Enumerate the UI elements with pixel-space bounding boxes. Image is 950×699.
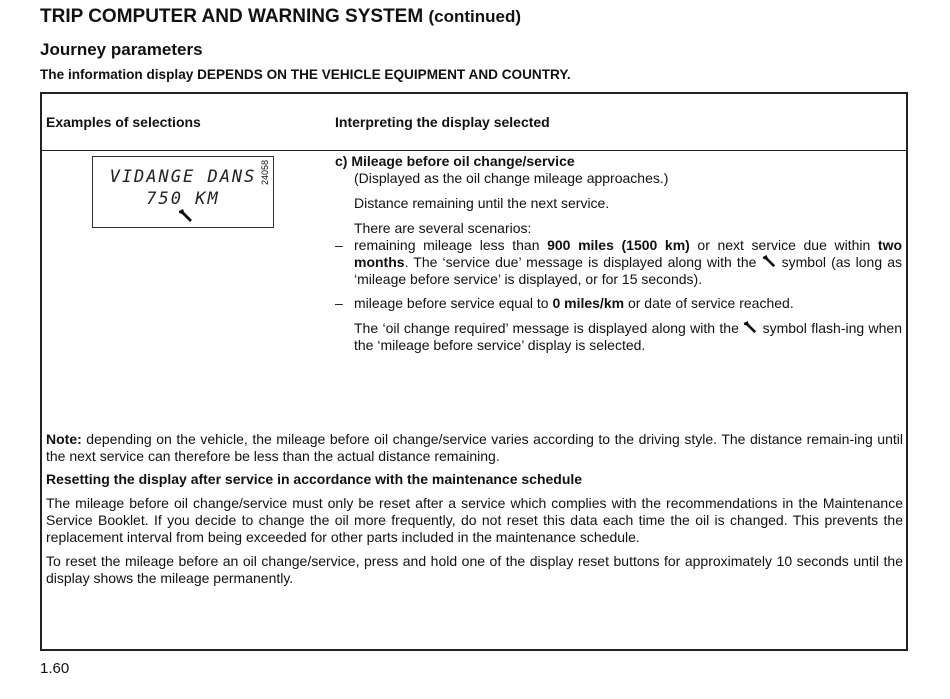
note-paragraph: Note: depending on the vehicle, the mileage before oil change/service varies according to the driving style. The distance remain-ing until the next service can therefore be less than the actual distance remaining. xyxy=(46,431,903,464)
title-continued: (continued) xyxy=(428,7,522,26)
col1-header: Examples of selections xyxy=(46,114,201,130)
scenarios-text: There are several scenarios: xyxy=(354,220,532,236)
figure-ref: 24058 xyxy=(260,160,270,186)
scenario-1: – remaining mileage less than 900 miles (1500 km) or next service due within two months. The ‘service due’ message is displayed along with the symbol (as long as ‘mileage before service’ is displayed, or for 15 seconds). xyxy=(335,237,903,287)
page-number: 1.60 xyxy=(40,660,70,677)
scenario-2: – mileage before service equal to 0 miles/km or date of service reached. xyxy=(335,295,794,311)
wrench-icon xyxy=(762,254,777,269)
display-line2: 750 KM xyxy=(146,189,220,209)
section-subtitle: Journey parameters xyxy=(40,40,203,59)
info-note: The information display DEPENDS ON THE VEHICLE EQUIPMENT AND COUNTRY. xyxy=(40,67,571,82)
wrench-icon xyxy=(743,320,758,335)
item-subtitle: (Displayed as the oil change mileage approaches.) xyxy=(354,170,669,186)
interpretation-text xyxy=(335,153,902,354)
display-line1: VIDANGE DANS xyxy=(109,167,257,187)
notes-section xyxy=(46,431,903,587)
display-example xyxy=(92,156,274,228)
page-title: TRIP COMPUTER AND WARNING SYSTEM (continued) xyxy=(40,6,522,27)
item-title: c) Mileage before oil change/service xyxy=(335,153,575,169)
header-divider xyxy=(42,150,906,151)
wrench-icon xyxy=(178,208,194,224)
reset-paragraph-1: The mileage before oil change/service must only be reset after a service which complies with the recommendations in the Maintenance Service Booklet. If you decide to change the oil more frequently, do not reset this data each time the oil is changed. This prevents the replacement interval from being exceeded for other parts included in the maintenance schedule. xyxy=(46,495,903,545)
content-table xyxy=(40,92,908,651)
reset-paragraph-2: To reset the mileage before an oil change/service, press and hold one of the display reset buttons for approximately 10 seconds until the display shows the mileage permanently. xyxy=(46,553,903,586)
scenario-2-detail: The ‘oil change required’ message is displayed along with the symbol flash-ing when the ‘mileage before service’ display is selected. xyxy=(354,320,902,353)
reset-heading: Resetting the display after service in accordance with the maintenance schedule xyxy=(46,471,583,487)
col2-header: Interpreting the display selected xyxy=(335,114,550,130)
distance-text: Distance remaining until the next service. xyxy=(354,195,610,211)
